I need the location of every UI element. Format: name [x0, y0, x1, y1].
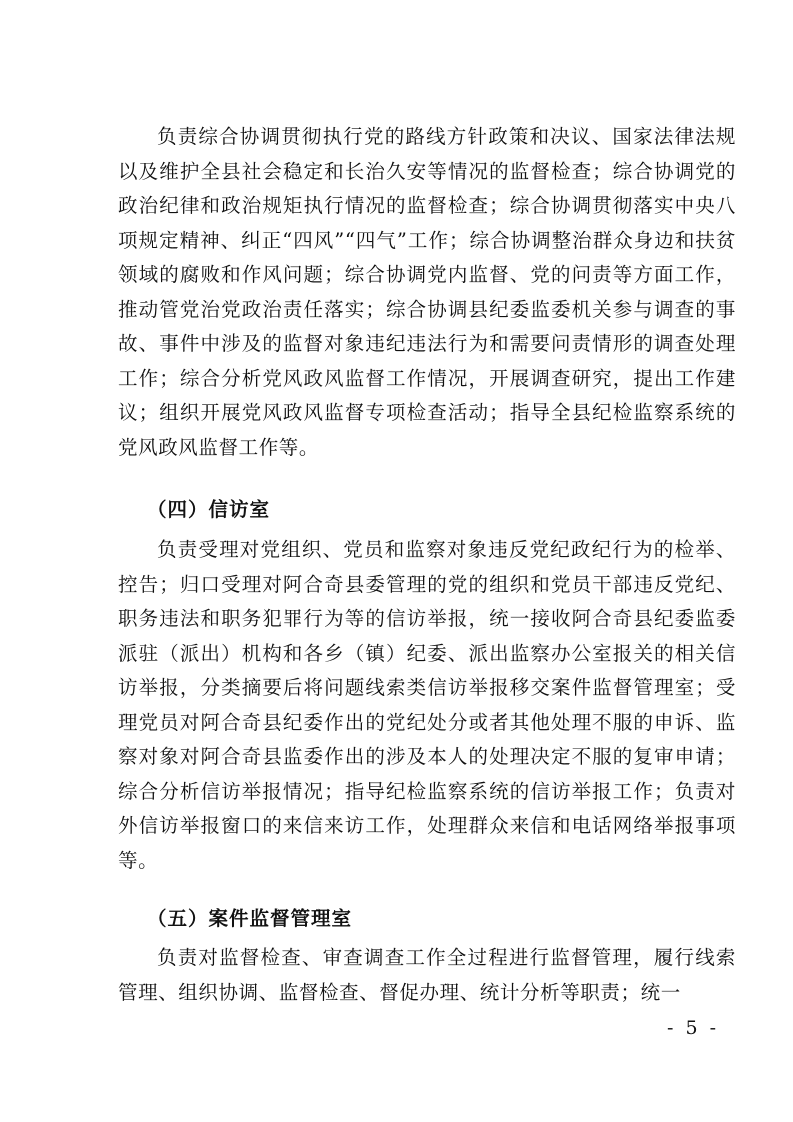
paragraph-text: 负责受理对党组织、党员和监察对象违反党纪政纪行为的检举、控告；归口受理对阿合奇县委管理的党的组织和党员干部违反党纪、职务违法和职务犯罪行为等的信访举报，统一接收阿合奇县纪委监委派驻（派出）机构和各乡（镇）纪委、派出监察办公室报关的相关信访举报，分类摘要后将问题线索类信访举报移交案件监督管理室；受理党员对阿合奇县纪委作出的党纪处分或者其他处理不服的申诉、监察对象对阿合奇县监委作出的涉及本人的处理决定不服的复审申请；综合分析信访举报情况；指导纪检监察系统的信访举报工作；负责对外信访举报窗口的来信来访工作，处理群众来信和电话网络举报事项等。	[118, 538, 736, 872]
page-number: - 5 -	[666, 1017, 719, 1039]
heading-text: （五）案件监督管理室	[147, 907, 353, 930]
paragraph-duties-petition-office	[118, 533, 736, 878]
section-heading-petition-office	[118, 493, 736, 528]
section-heading-case-supervision-office	[118, 902, 736, 937]
paragraph-duties-party-conduct	[118, 120, 736, 465]
heading-text: （四）信访室	[147, 498, 271, 521]
paragraph-duties-case-supervision	[118, 941, 736, 1010]
paragraph-text: 负责综合协调贯彻执行党的路线方针政策和决议、国家法律法规以及维护全县社会稳定和长治久安等情况的监督检查；综合协调党的政治纪律和政治规矩执行情况的监督检查；综合协调贯彻落实中央八项规定精神、纠正“四风”“四气”工作；综合协调整治群众身边和扶贫领域的腐败和作风问题；综合协调党内监督、党的问责等方面工作，推动管党治党政治责任落实；综合协调县纪委监委机关参与调查的事故、事件中涉及的监督对象违纪违法行为和需要问责情形的调查处理工作；综合分析党风政风监督工作情况，开展调查研究，提出工作建议；组织开展党风政风监督专项检查活动；指导全县纪检监察系统的党风政风监督工作等。	[118, 125, 736, 459]
paragraph-text: 负责对监督检查、审查调查工作全过程进行监督管理，履行线索管理、组织协调、监督检查、督促办理、统计分析等职责；统一	[118, 946, 736, 1004]
